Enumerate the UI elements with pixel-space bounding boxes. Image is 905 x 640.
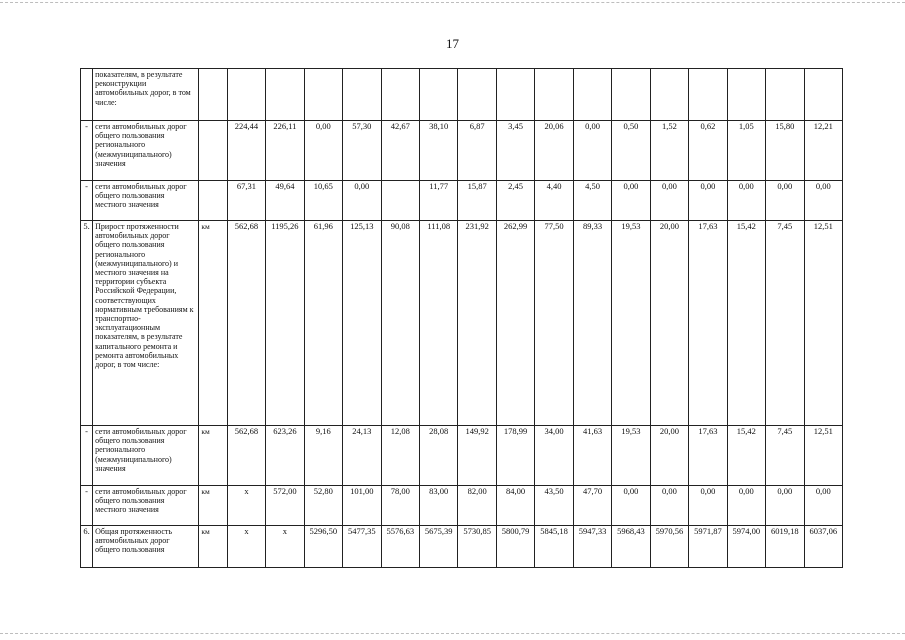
value-cell: 7,45 (766, 426, 804, 486)
value-cell: 20,00 (650, 426, 688, 486)
value-cell: 1195,26 (266, 221, 304, 426)
value-cell: 5968,43 (612, 526, 650, 568)
value-cell: 12,08 (381, 426, 419, 486)
value-cell: 57,30 (343, 121, 381, 181)
value-cell (381, 69, 419, 121)
value-cell: 5974,00 (727, 526, 765, 568)
value-cell: 7,45 (766, 221, 804, 426)
value-cell: 6,87 (458, 121, 496, 181)
value-cell: 0,62 (689, 121, 727, 181)
value-cell: 24,13 (343, 426, 381, 486)
value-cell: 0,00 (612, 181, 650, 221)
unit-cell: км (199, 426, 227, 486)
value-cell: 90,08 (381, 221, 419, 426)
value-cell: 84,00 (496, 486, 534, 526)
value-cell (419, 69, 457, 121)
indicator-name: сети автомобильных дорог общего пользования местного значения (93, 486, 199, 526)
value-cell: 0,00 (804, 181, 842, 221)
value-cell: 0,00 (650, 486, 688, 526)
value-cell: 562,68 (227, 221, 265, 426)
value-cell: 623,26 (266, 426, 304, 486)
value-cell: 15,42 (727, 426, 765, 486)
value-cell (612, 69, 650, 121)
table-row (81, 181, 843, 221)
value-cell (804, 69, 842, 121)
unit-cell: км (199, 526, 227, 568)
table-row (81, 526, 843, 568)
value-cell: 19,53 (612, 426, 650, 486)
value-cell (766, 69, 804, 121)
value-cell (650, 69, 688, 121)
value-cell: 5675,39 (419, 526, 457, 568)
value-cell: 1,05 (727, 121, 765, 181)
value-cell: 0,00 (689, 486, 727, 526)
value-cell: 43,50 (535, 486, 573, 526)
indicator-name: Прирост протяженности автомобильных дорог общего пользования регионального (межмуниципального) и местного значения на территории субъекта Российской Федерации, соответствующих нормативным требованиям к транспортно-эксплуатационным показателям, в результате капитального ремонта и ремонта автомобильных дорог, в том числе: (93, 221, 199, 426)
value-cell: 12,21 (804, 121, 842, 181)
indicator-name: Общая протяженность автомобильных дорог общего пользования (93, 526, 199, 568)
value-cell: x (227, 486, 265, 526)
indicator-name: показателям, в результате реконструкции автомобильных дорог, в том числе: (93, 69, 199, 121)
value-cell: 17,63 (689, 426, 727, 486)
value-cell: 17,63 (689, 221, 727, 426)
row-number: - (81, 486, 93, 526)
value-cell: 5845,18 (535, 526, 573, 568)
value-cell: 5730,85 (458, 526, 496, 568)
value-cell: 15,87 (458, 181, 496, 221)
value-cell: 0,00 (766, 486, 804, 526)
value-cell: 0,00 (727, 486, 765, 526)
value-cell (689, 69, 727, 121)
indicator-name: сети автомобильных дорог общего пользования регионального (межмуниципального) значения (93, 121, 199, 181)
value-cell: 224,44 (227, 121, 265, 181)
value-cell: 11,77 (419, 181, 457, 221)
table-row (81, 426, 843, 486)
value-cell: 41,63 (573, 426, 611, 486)
value-cell: 262,99 (496, 221, 534, 426)
value-cell: 61,96 (304, 221, 342, 426)
value-cell: x (266, 526, 304, 568)
value-cell: 0,00 (689, 181, 727, 221)
value-cell: 0,00 (727, 181, 765, 221)
value-cell: 3,45 (496, 121, 534, 181)
value-cell: 0,00 (650, 181, 688, 221)
value-cell: 52,80 (304, 486, 342, 526)
row-number: - (81, 121, 93, 181)
value-cell: 20,00 (650, 221, 688, 426)
value-cell: 9,16 (304, 426, 342, 486)
value-cell: 6019,18 (766, 526, 804, 568)
value-cell: 562,68 (227, 426, 265, 486)
value-cell: 83,00 (419, 486, 457, 526)
value-cell: x (227, 526, 265, 568)
value-cell: 101,00 (343, 486, 381, 526)
value-cell: 0,00 (612, 486, 650, 526)
value-cell (496, 69, 534, 121)
row-number: - (81, 181, 93, 221)
scan-edge-top (0, 2, 905, 3)
value-cell: 15,42 (727, 221, 765, 426)
value-cell: 4,40 (535, 181, 573, 221)
unit-cell: км (199, 221, 227, 426)
value-cell: 0,00 (343, 181, 381, 221)
value-cell (727, 69, 765, 121)
page-number: 17 (446, 36, 459, 51)
value-cell: 78,00 (381, 486, 419, 526)
value-cell (227, 69, 265, 121)
unit-cell (199, 121, 227, 181)
value-cell: 28,08 (419, 426, 457, 486)
value-cell (573, 69, 611, 121)
value-cell: 2,45 (496, 181, 534, 221)
value-cell: 47,70 (573, 486, 611, 526)
value-cell: 67,31 (227, 181, 265, 221)
row-number: 6. (81, 526, 93, 568)
value-cell (535, 69, 573, 121)
value-cell: 82,00 (458, 486, 496, 526)
value-cell: 0,00 (573, 121, 611, 181)
value-cell: 42,67 (381, 121, 419, 181)
value-cell: 111,08 (419, 221, 457, 426)
unit-cell (199, 69, 227, 121)
value-cell: 125,13 (343, 221, 381, 426)
value-cell: 5947,33 (573, 526, 611, 568)
value-cell: 5477,35 (343, 526, 381, 568)
value-cell: 572,00 (266, 486, 304, 526)
value-cell: 231,92 (458, 221, 496, 426)
row-number: 5. (81, 221, 93, 426)
row-number (81, 69, 93, 121)
value-cell: 34,00 (535, 426, 573, 486)
value-cell: 226,11 (266, 121, 304, 181)
value-cell: 5970,56 (650, 526, 688, 568)
value-cell: 6037,06 (804, 526, 842, 568)
value-cell: 5576,63 (381, 526, 419, 568)
table-row (81, 121, 843, 181)
row-number: - (81, 426, 93, 486)
value-cell: 178,99 (496, 426, 534, 486)
value-cell: 0,00 (804, 486, 842, 526)
unit-cell: км (199, 486, 227, 526)
value-cell: 4,50 (573, 181, 611, 221)
value-cell: 0,00 (766, 181, 804, 221)
table-row (81, 221, 843, 426)
value-cell: 12,51 (804, 426, 842, 486)
value-cell: 5800,79 (496, 526, 534, 568)
value-cell: 1,52 (650, 121, 688, 181)
table-row (81, 486, 843, 526)
value-cell (266, 69, 304, 121)
value-cell: 19,53 (612, 221, 650, 426)
scan-edge-bottom (0, 633, 905, 634)
unit-cell (199, 181, 227, 221)
indicators-table (80, 68, 843, 568)
table-row (81, 69, 843, 121)
value-cell (304, 69, 342, 121)
value-cell (458, 69, 496, 121)
value-cell: 12,51 (804, 221, 842, 426)
indicator-name: сети автомобильных дорог общего пользования регионального (межмуниципального) значения (93, 426, 199, 486)
value-cell: 38,10 (419, 121, 457, 181)
value-cell: 49,64 (266, 181, 304, 221)
value-cell: 20,06 (535, 121, 573, 181)
value-cell: 149,92 (458, 426, 496, 486)
value-cell: 15,80 (766, 121, 804, 181)
value-cell (343, 69, 381, 121)
indicator-name: сети автомобильных дорог общего пользования местного значения (93, 181, 199, 221)
value-cell: 0,50 (612, 121, 650, 181)
value-cell: 89,33 (573, 221, 611, 426)
value-cell: 5971,87 (689, 526, 727, 568)
value-cell: 77,50 (535, 221, 573, 426)
value-cell (381, 181, 419, 221)
value-cell: 10,65 (304, 181, 342, 221)
value-cell: 5296,50 (304, 526, 342, 568)
value-cell: 0,00 (304, 121, 342, 181)
